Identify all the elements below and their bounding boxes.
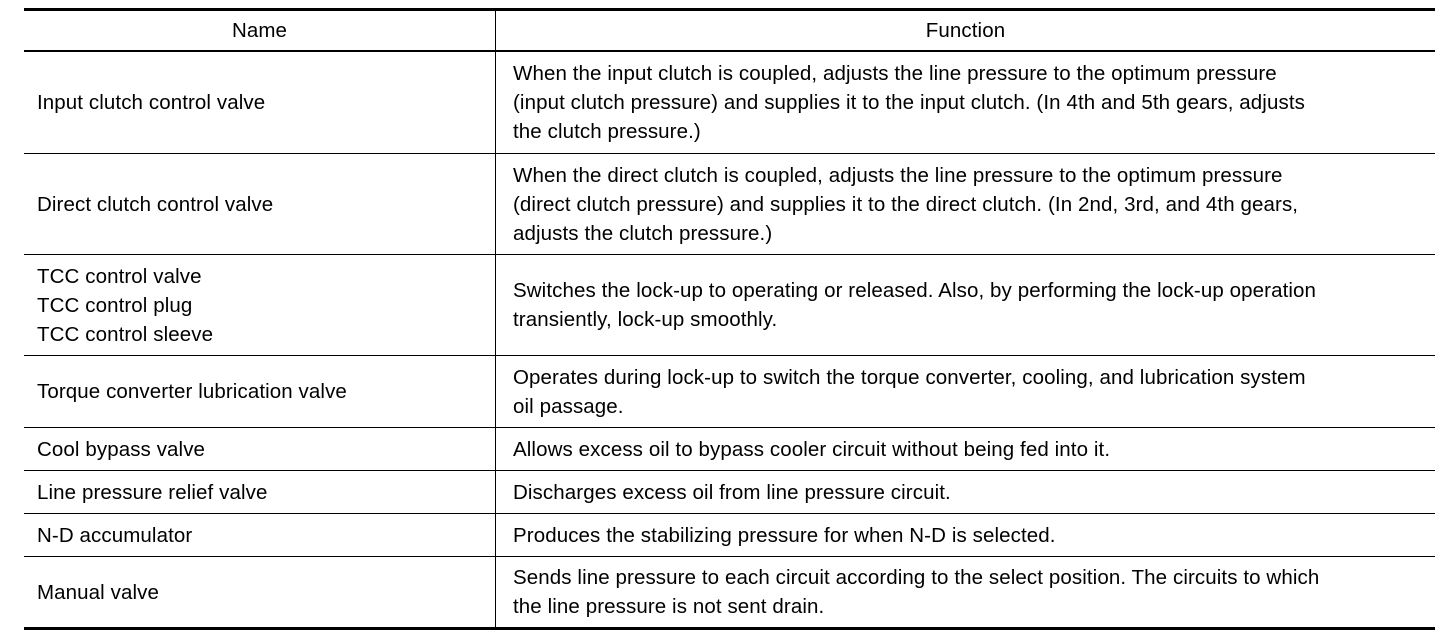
name-text: Cool bypass valve (37, 437, 206, 461)
name-cell (24, 356, 496, 427)
name-text: TCC control sleeve (37, 322, 214, 346)
function-cell (496, 514, 1435, 556)
function-cell (496, 52, 1435, 153)
function-text: (input clutch pressure) and supplies it to the input clutch. (In 4th and 5th gears, adjusts (513, 91, 1305, 114)
function-text: adjusts the clutch pressure.) (513, 221, 773, 245)
function-cell (496, 154, 1435, 254)
function-text: (direct clutch pressure) and supplies it to the direct clutch. (In 2nd, 3rd, and 4th gears, (513, 192, 1299, 216)
valve-function-table (24, 8, 1435, 630)
function-text: When the direct clutch is coupled, adjusts the line pressure to the optimum pressure (513, 163, 1283, 187)
function-text: oil passage. (513, 394, 624, 418)
function-text: the line pressure is not sent drain. (513, 595, 825, 618)
table-row (24, 355, 1435, 427)
function-text: Discharges excess oil from line pressure circuit. (513, 480, 951, 504)
function-text: transiently, lock-up smoothly. (513, 308, 778, 331)
table-header-row (24, 11, 1435, 51)
table-row (24, 254, 1435, 355)
function-text: Sends line pressure to each circuit according to the select position. The circuits to which (513, 566, 1320, 589)
table-row (24, 513, 1435, 556)
function-cell (496, 471, 1435, 513)
function-text: Switches the lock-up to operating or released. Also, by performing the lock-up operation (513, 279, 1317, 302)
function-cell (496, 356, 1435, 427)
name-text: Manual valve (37, 580, 159, 604)
name-text: TCC control plug (37, 293, 193, 317)
name-text: Line pressure relief valve (37, 480, 268, 504)
name-cell (24, 154, 496, 254)
name-cell (24, 471, 496, 513)
function-text: When the input clutch is coupled, adjusts the line pressure to the optimum pressure (513, 62, 1277, 85)
table-row (24, 51, 1435, 153)
name-text: Torque converter lubrication valve (37, 380, 347, 403)
function-cell (496, 557, 1435, 627)
function-cell (496, 255, 1435, 355)
table-row (24, 427, 1435, 470)
function-cell (496, 428, 1435, 470)
name-text: Direct clutch control valve (37, 192, 274, 216)
name-text: N-D accumulator (37, 523, 193, 547)
name-cell (24, 557, 496, 627)
name-cell (24, 514, 496, 556)
table-row (24, 153, 1435, 254)
header-function: Function (925, 19, 1006, 42)
function-text: Operates during lock-up to switch the torque converter, cooling, and lubrication system (513, 365, 1306, 389)
name-text: TCC control valve (37, 264, 202, 288)
header-name: Name (24, 11, 496, 50)
name-cell (24, 255, 496, 355)
table-row (24, 470, 1435, 513)
name-text: Input clutch control valve (37, 91, 266, 114)
function-text: the clutch pressure.) (513, 120, 701, 143)
function-text: Allows excess oil to bypass cooler circuit without being fed into it. (513, 437, 1111, 461)
table-row (24, 556, 1435, 627)
name-cell (24, 428, 496, 470)
name-cell (24, 52, 496, 153)
function-text: Produces the stabilizing pressure for when N-D is selected. (513, 523, 1056, 547)
